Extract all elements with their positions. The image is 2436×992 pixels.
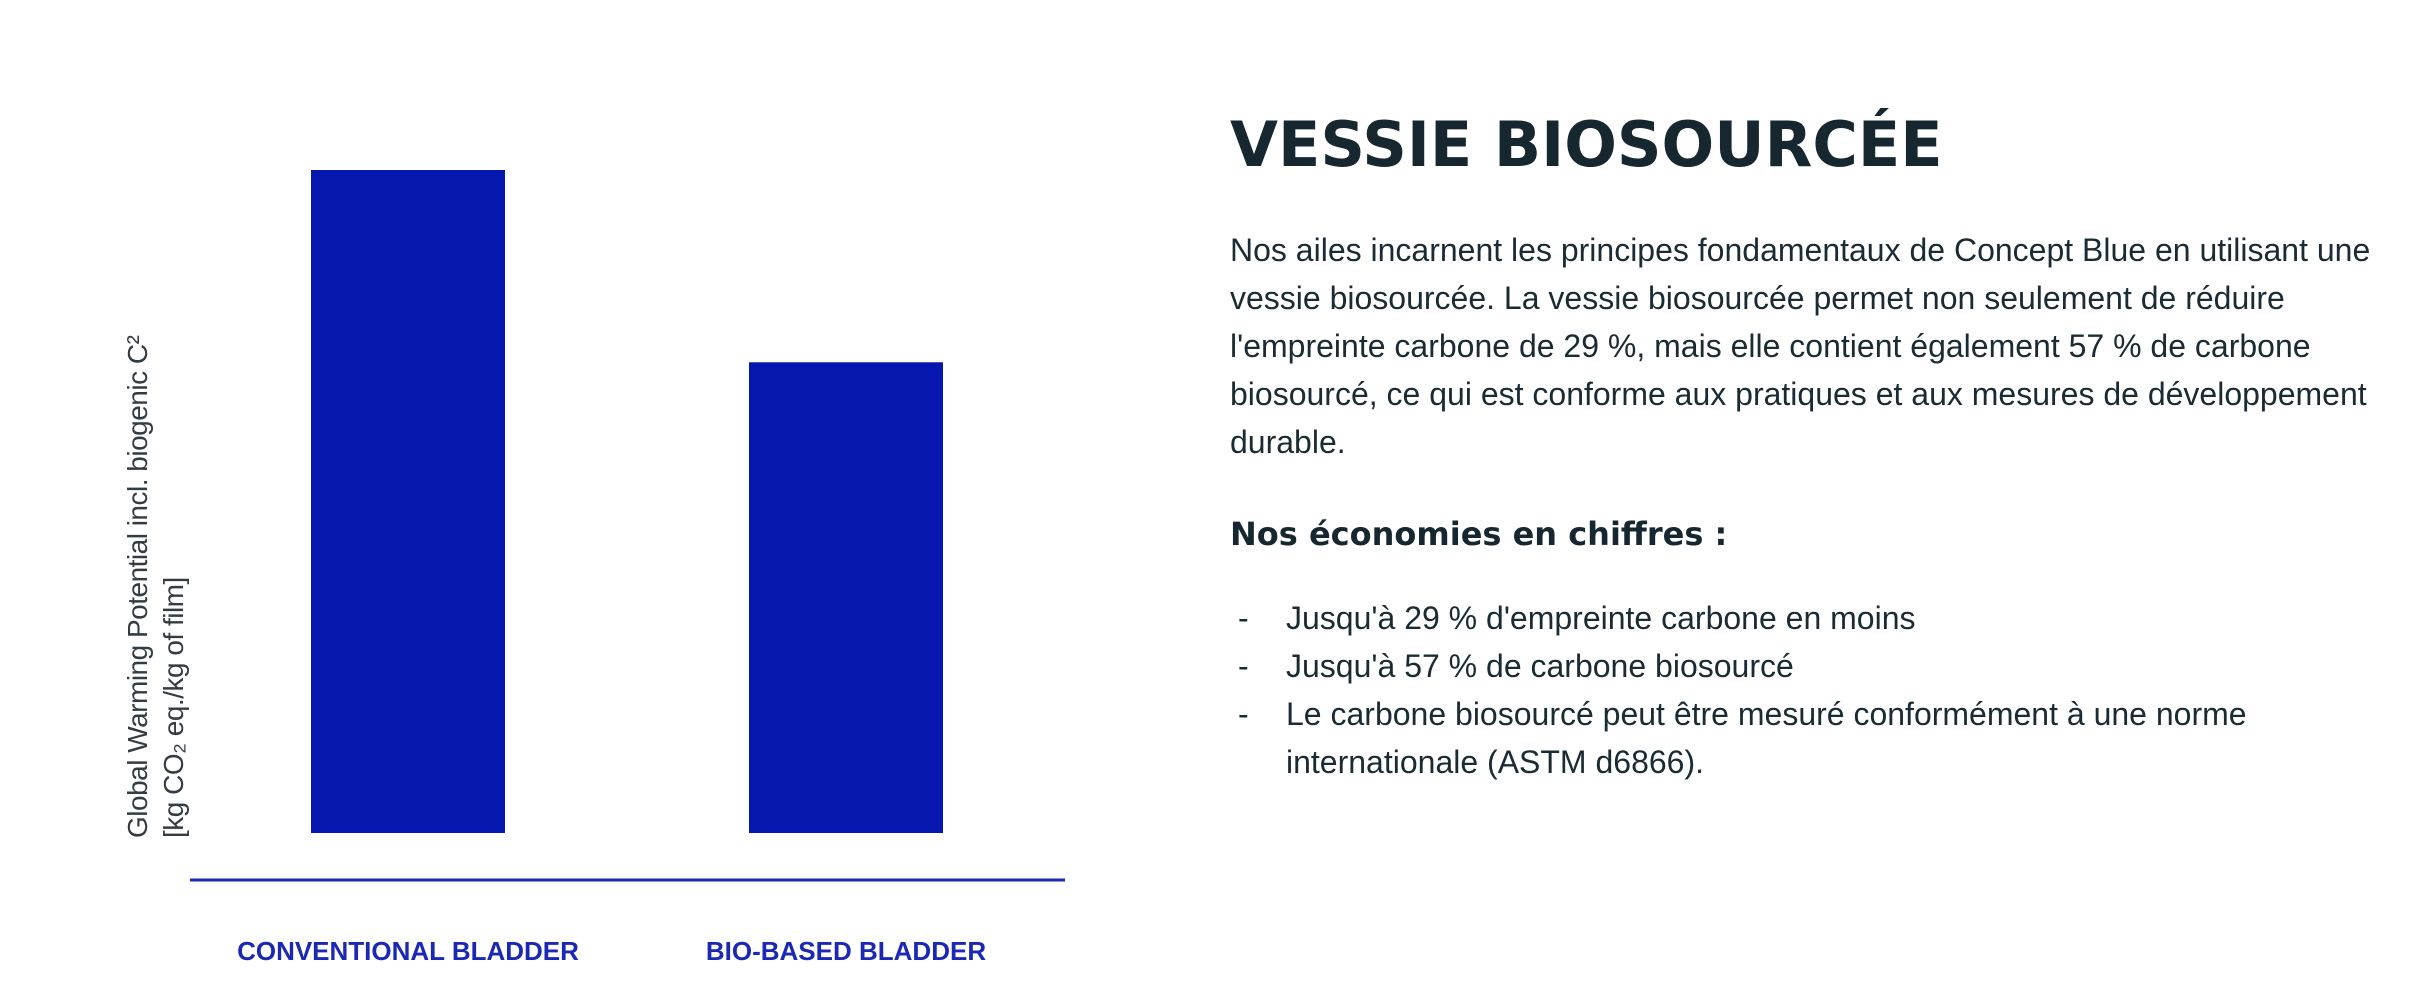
y-axis-label bbox=[120, 335, 192, 838]
y-axis-label-line-1: Global Warming Potential incl. biogenic C² bbox=[122, 335, 153, 838]
savings-list bbox=[1230, 594, 2420, 786]
bullet-dash: - bbox=[1238, 696, 1249, 732]
list-item bbox=[1230, 690, 2420, 786]
x-tick-label-conventional-bladder: CONVENTIONAL BLADDER bbox=[237, 936, 579, 966]
x-tick-label-bio-based-bladder: BIO-BASED BLADDER bbox=[705, 936, 987, 966]
list-item-text: Le carbone biosourcé peut être mesuré conformément à une norme internationale (ASTM d6866). bbox=[1286, 696, 2247, 780]
savings-subtitle: Nos économies en chiffres : bbox=[1230, 515, 1728, 553]
y-axis-label-line-2: [kg CO₂ eq./kg of film] bbox=[158, 577, 189, 838]
intro-paragraph: Nos ailes incarnent les principes fondamentaux de Concept Blue en utilisant une vessie biosourcée. La vessie biosourcée permet non seulement de réduire l'empreinte carbone de 29 %, mais elle contient également 57 % de carbone biosourcé, ce qui est conforme aux pratiques et aux mesures de développement durable. bbox=[1230, 232, 2371, 460]
list-item-text: Jusqu'à 29 % d'empreinte carbone en moins bbox=[1286, 600, 1916, 636]
page-title: VESSIE BIOSOURCÉE bbox=[1230, 108, 1943, 181]
bullet-dash: - bbox=[1238, 648, 1249, 684]
list-item-text: Jusqu'à 57 % de carbone biosourcé bbox=[1286, 648, 1794, 684]
content-panel bbox=[1230, 100, 2420, 786]
list-item bbox=[1230, 642, 2420, 690]
bar-conventional-bladder bbox=[311, 170, 505, 833]
list-item bbox=[1230, 594, 2420, 642]
bullet-dash: - bbox=[1238, 600, 1249, 636]
bar-bio-based-bladder bbox=[749, 362, 943, 833]
